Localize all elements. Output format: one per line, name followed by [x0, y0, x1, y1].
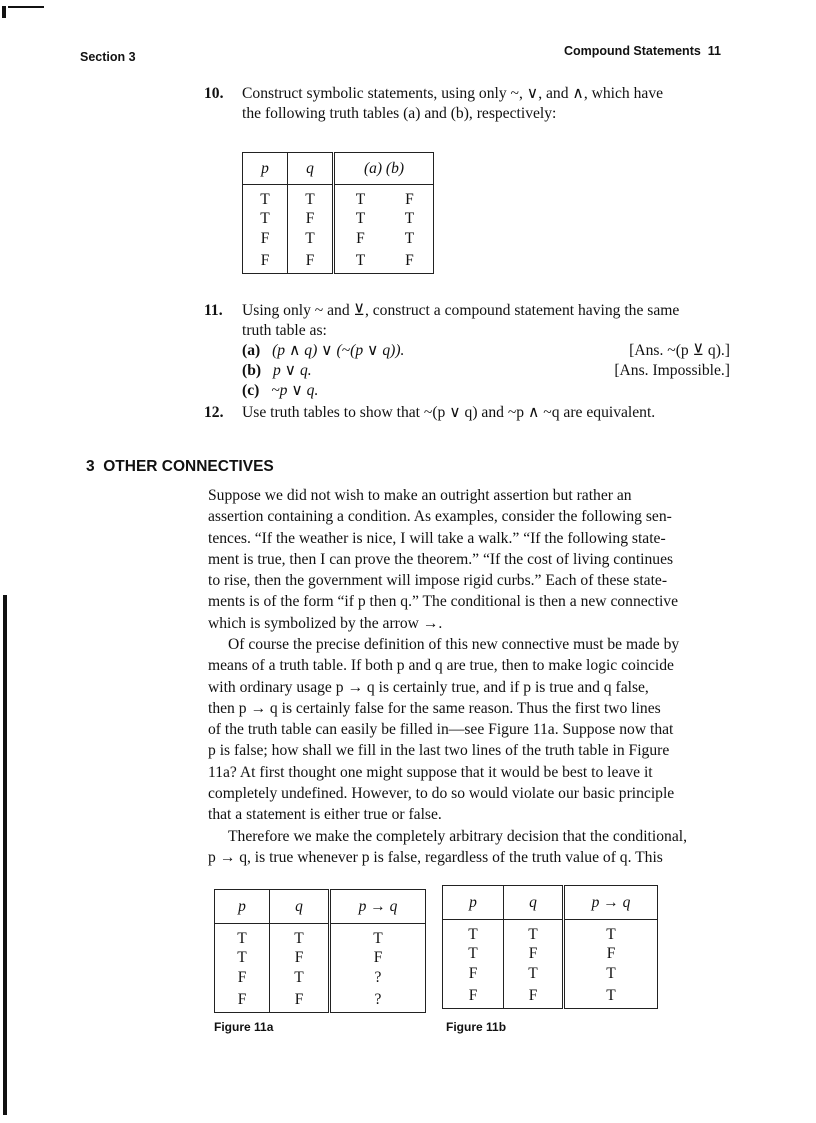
table-cell: T: [404, 230, 415, 247]
text-line: of the truth table can easily be filled in—see Figure 11a. Suppose now that: [208, 721, 674, 739]
table-row: [215, 988, 426, 1012]
table-header: (a) (b): [334, 153, 434, 185]
table-cell: F: [373, 949, 383, 966]
table-cell: T: [404, 210, 415, 227]
table-cell: T: [355, 191, 366, 208]
binding-rule-top: [8, 6, 44, 8]
problem-10: [204, 84, 730, 124]
binding-edge: [3, 595, 7, 1115]
text-line: Of course the precise definition of this new connective must be made by: [228, 636, 680, 653]
table-row: [243, 229, 434, 249]
problem-text-line: truth table as:: [242, 322, 327, 339]
table-cell: F: [504, 944, 564, 964]
text-line: then p → q is certainly false for the same reason. Thus the first two lines: [208, 699, 661, 717]
sub-item: [242, 381, 730, 401]
problem-number: 12.: [204, 404, 224, 421]
text-line: tences. “If the weather is nice, I will take a walk.” “If the following state-: [208, 529, 666, 547]
table-cell: F: [270, 948, 330, 968]
table-cell: T: [270, 924, 330, 949]
text-line: p is false; how shall we fill in the last two lines of the truth table in Figure: [208, 742, 670, 760]
table-row: [443, 984, 658, 1008]
table-row: [443, 920, 658, 945]
table-header: q: [288, 153, 334, 185]
table-cell: T: [215, 948, 270, 968]
table-cell: T: [288, 185, 334, 210]
problem-text-line: Using only ~ and ⊻, construct a compound statement having the same: [242, 302, 680, 319]
table-cell: T: [288, 229, 334, 249]
figure-11b: [442, 885, 658, 1009]
binding-mark-top: [2, 6, 6, 18]
table-cell: T: [606, 965, 616, 982]
table-row: [243, 249, 434, 273]
table-cell: ?: [374, 990, 382, 1008]
table-row: [243, 209, 434, 229]
table-cell: F: [356, 230, 365, 247]
table-header: p → q: [330, 890, 426, 924]
paragraph-2: [208, 634, 732, 826]
problem-11: [204, 301, 730, 401]
sub-item-expression: (p ∧ q) ∨ (~(p ∨ q)).: [272, 342, 405, 359]
table-cell: F: [606, 945, 616, 962]
text-line: means of a truth table. If both p and q are true, then to make logic coincide: [208, 657, 674, 675]
sub-item-label: (b): [242, 362, 262, 379]
page-number: 11: [707, 44, 721, 58]
table-cell: F: [443, 984, 504, 1008]
table-cell: F: [270, 988, 330, 1012]
text-line: 11a? At first thought one might suppose that it would be best to leave it: [208, 763, 653, 781]
running-title-text: Compound Statements: [564, 44, 701, 58]
section-heading: 3 OTHER CONNECTIVES: [86, 458, 274, 475]
table-cell: F: [215, 968, 270, 988]
table-cell: T: [443, 944, 504, 964]
table-cell: F: [504, 984, 564, 1008]
table-cell: T: [270, 968, 330, 988]
table-cell: F: [288, 249, 334, 273]
problem-number: 10.: [204, 85, 224, 102]
sub-item-answer: [Ans. Impossible.]: [614, 362, 730, 379]
table-header: p: [243, 153, 288, 185]
table-cell: T: [243, 209, 288, 229]
table-row: [215, 948, 426, 968]
paragraph-3: [208, 826, 732, 869]
table-cell: ?: [374, 969, 382, 986]
sub-item: [242, 361, 730, 381]
running-title: [564, 44, 721, 58]
table-cell: T: [504, 920, 564, 945]
text-line: Suppose we did not wish to make an outright assertion but rather an: [208, 487, 632, 504]
problem-text-line: the following truth tables (a) and (b), respectively:: [242, 105, 557, 122]
table-cell: T: [504, 964, 564, 984]
sub-item-expression: ~p ∨ q.: [271, 382, 319, 399]
table-cell: T: [443, 920, 504, 945]
sub-item-answer: [Ans. ~(p ⊻ q).]: [629, 342, 730, 359]
problem-text-line: Construct symbolic statements, using only ~, ∨, and ∧, which have: [242, 85, 664, 102]
table-header: p: [443, 886, 504, 920]
figure-caption-11a: Figure 11a: [214, 1020, 274, 1034]
table-cell: F: [405, 251, 414, 269]
sub-item-label: (a): [242, 342, 261, 359]
table-row: [443, 964, 658, 984]
paragraph-1: [208, 485, 732, 634]
text-line: completely undefined. However, to do so would violate our basic principle: [208, 785, 675, 803]
truth-table-10: [242, 152, 434, 274]
text-line: p → q, is true whenever p is false, regardless of the truth value of q. This: [208, 849, 663, 867]
table-header: q: [270, 890, 330, 924]
table-cell: T: [606, 986, 616, 1004]
table-cell: T: [606, 926, 616, 943]
figure-caption-11b: Figure 11b: [446, 1020, 507, 1034]
problem-text-line: Use truth tables to show that ~(p ∨ q) and ~p ∧ ~q are equivalent.: [242, 404, 656, 421]
text-line: Therefore we make the completely arbitrary decision that the conditional,: [228, 828, 687, 845]
text-line: that a statement is either true or false.: [208, 806, 442, 824]
sub-item: [242, 341, 730, 361]
table-row: [443, 944, 658, 964]
table-cell: F: [243, 249, 288, 273]
text-line: with ordinary usage p → q is certainly true, and if p is true and q false,: [208, 678, 649, 696]
text-line: which is symbolized by the arrow →.: [208, 614, 443, 632]
table-cell: F: [243, 229, 288, 249]
table-header: q: [504, 886, 564, 920]
table-cell: T: [215, 924, 270, 949]
table-row: [243, 185, 434, 210]
table-header: p → q: [564, 886, 658, 920]
sub-item-label: (c): [242, 382, 260, 399]
table-row: [215, 924, 426, 949]
text-line: ments is of the form “if p then q.” The conditional is then a new connective: [208, 593, 678, 611]
table-cell: T: [243, 185, 288, 210]
table-cell: T: [355, 251, 366, 269]
text-line: ment is true, then I can prove the theorem.” “If the cost of living continues: [208, 550, 674, 568]
table-cell: F: [288, 209, 334, 229]
table-cell: T: [355, 210, 366, 227]
table-cell: F: [215, 988, 270, 1012]
table-cell: F: [443, 964, 504, 984]
table-cell: F: [405, 191, 414, 208]
section-label: Section 3: [80, 50, 136, 64]
table-row: [215, 968, 426, 988]
table-header: p: [215, 890, 270, 924]
table-cell: T: [373, 930, 383, 947]
figure-11a: [214, 889, 426, 1013]
text-line: assertion containing a condition. As examples, consider the following sen-: [208, 508, 672, 526]
sub-item-expression: p ∨ q.: [272, 362, 312, 379]
problem-12: [204, 403, 730, 423]
text-line: to rise, then the government will impose rigid curbs.” Each of these state-: [208, 572, 668, 590]
problem-number: 11.: [204, 302, 223, 319]
